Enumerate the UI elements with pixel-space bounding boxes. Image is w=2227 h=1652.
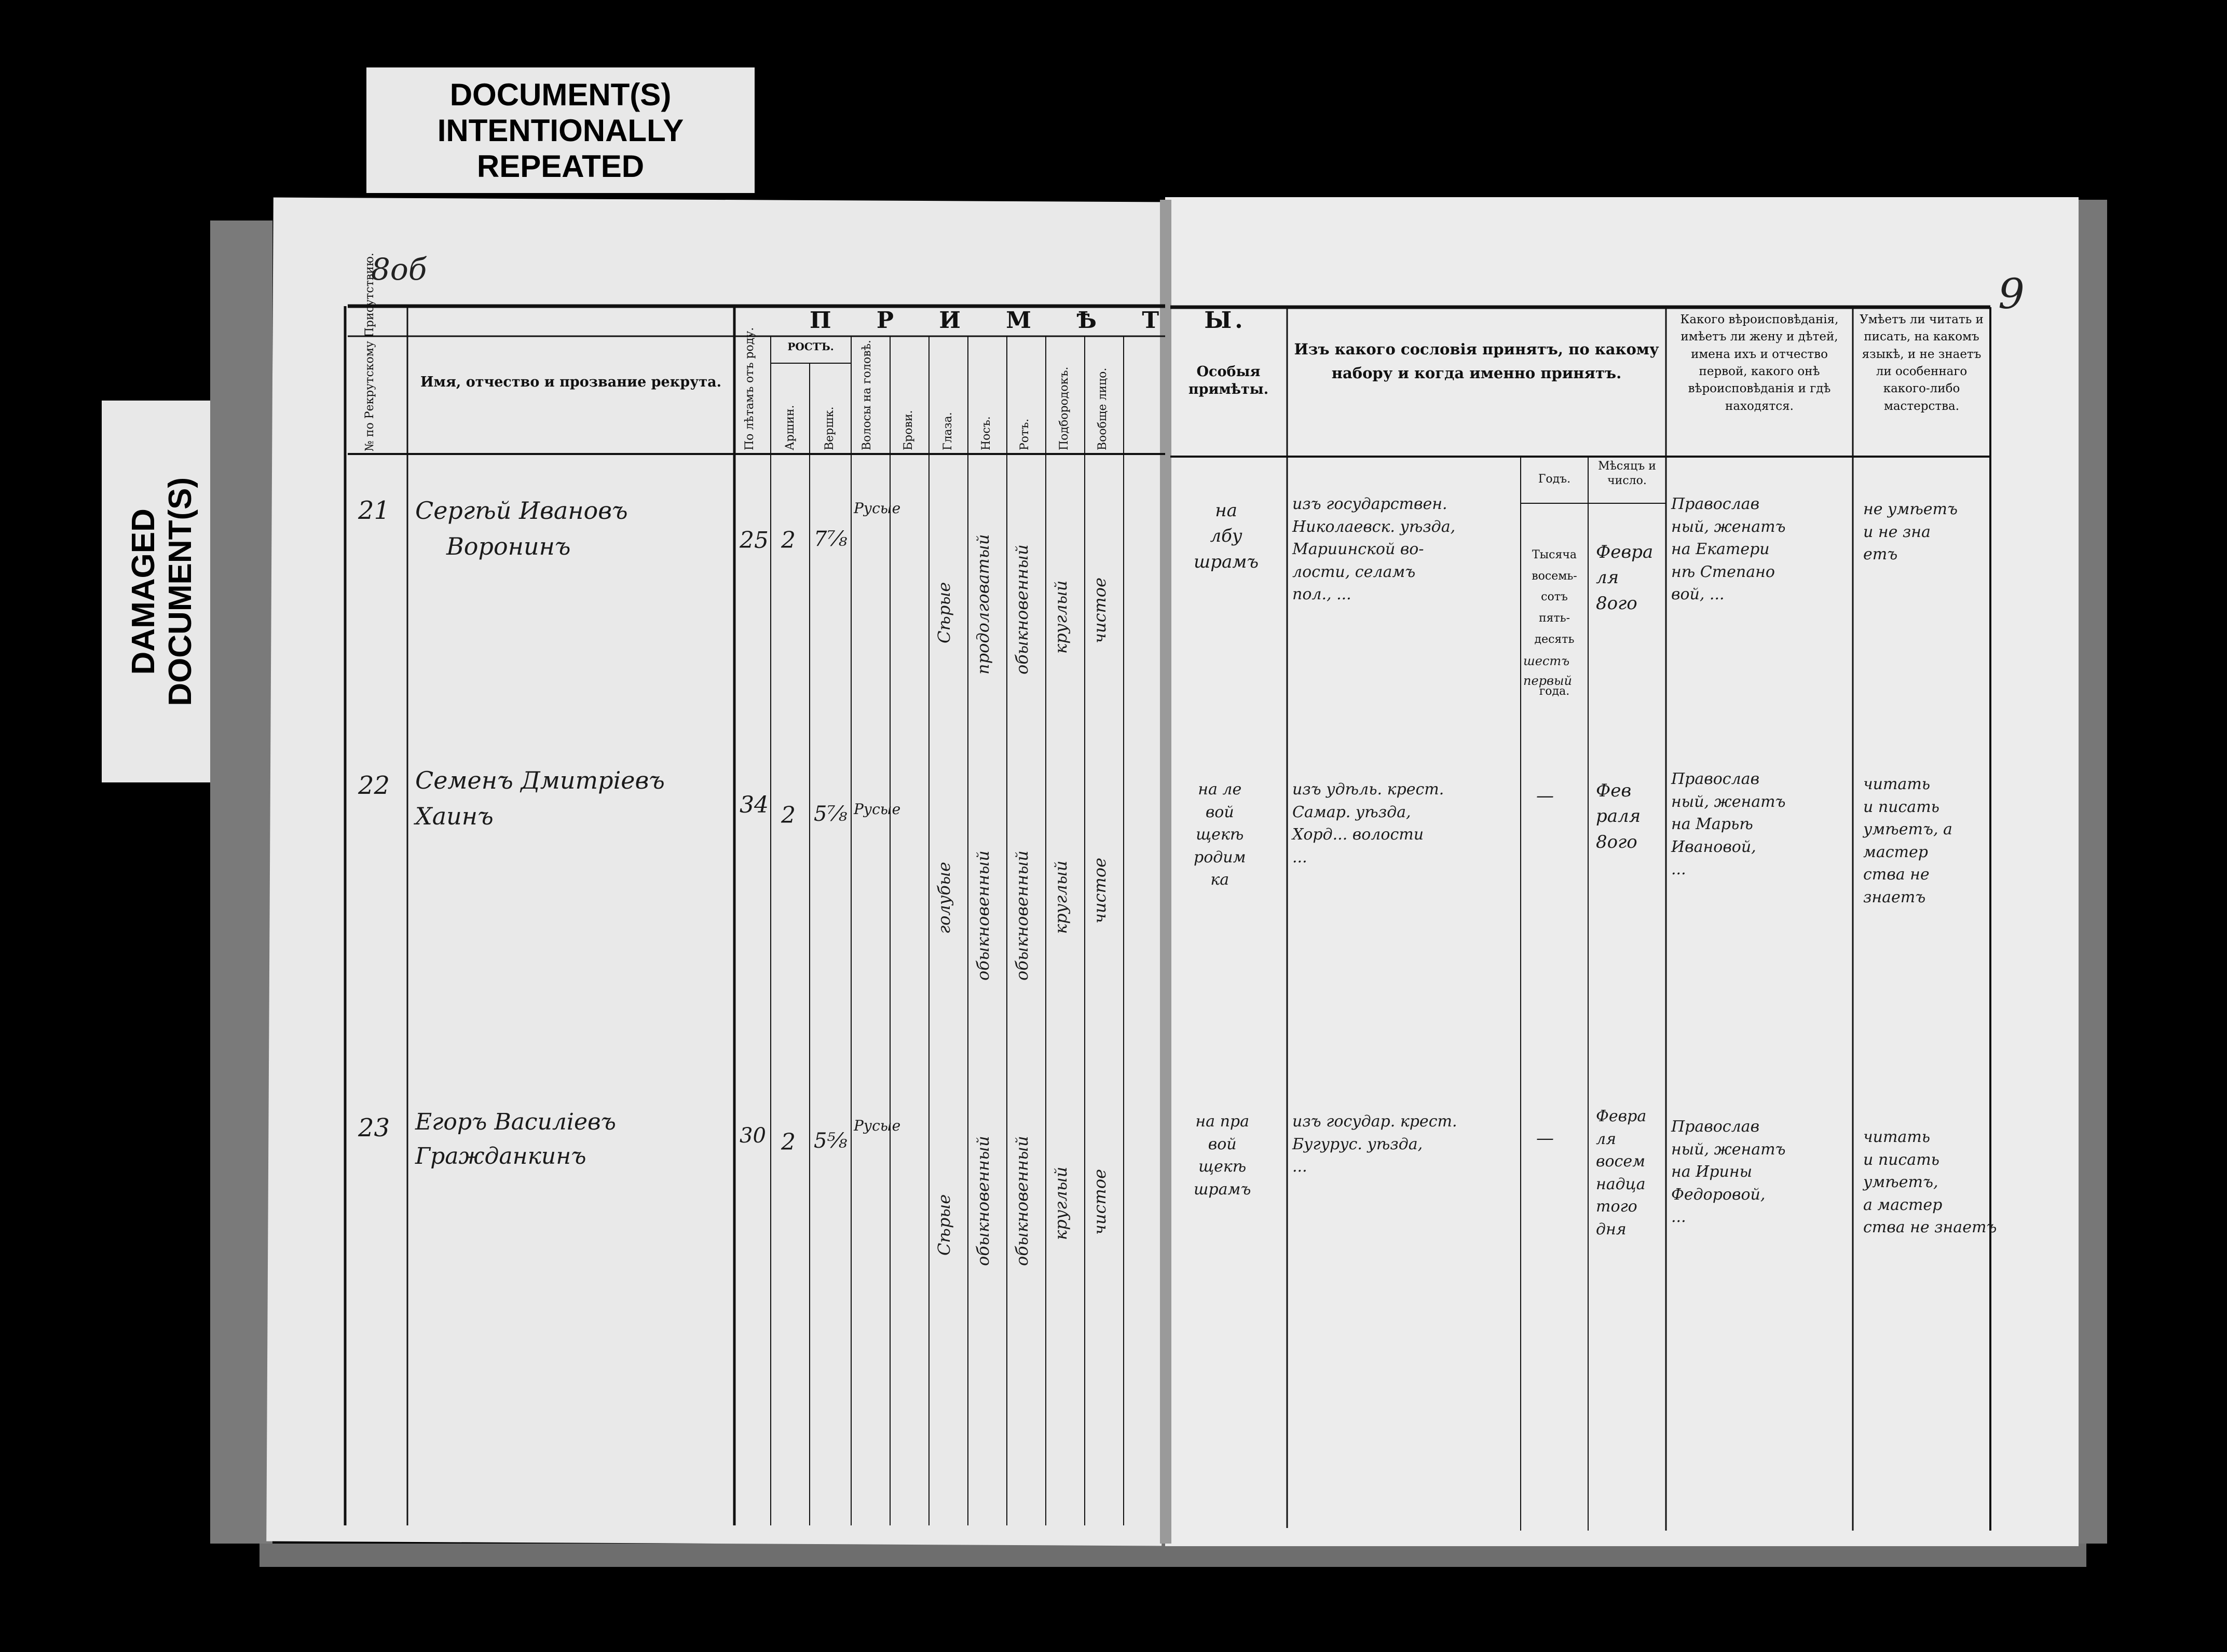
row-23-religion-4: Федоровой, [1671,1185,1766,1204]
row-22-estate-2: Самар. уѣзда, [1292,803,1411,821]
row-21-chin: круглый [1051,580,1071,654]
row-23-mouth: обыкновенный [1012,1136,1032,1266]
row-22-religion-5: ... [1671,860,1686,878]
year-word-1: Тысяча [1532,548,1577,561]
row-23-name [415,1105,616,1174]
row-21-month-2: ля [1596,567,1619,588]
row-21-literacy-2: и не зна [1863,522,1931,541]
row-23-literacy-3: умѣетъ, [1863,1173,1938,1191]
row-22-mouth: обыкновенный [1012,850,1032,981]
row-21-estate-1: изъ государствен. [1292,495,1447,513]
primety-header [810,307,1246,334]
row-21-year-extra-2: первый [1523,673,1572,689]
row-23-vershok: 5⅝ [814,1129,848,1153]
row-21-literacy [1863,498,1958,566]
repeated-label-line-3: REPEATED [476,148,645,184]
row-22-literacy-5: ства не [1863,865,1930,884]
row-22-month-1: Фев [1596,780,1632,801]
row-21-religion-1: Православ [1671,495,1760,513]
row-23-month-3: восем [1596,1152,1645,1171]
row-21-eyes: Сѣрые [934,582,954,643]
header-recruit-name: Имя, отчество и прозвание рекрута. [420,374,721,390]
row-22-literacy-6: знаетъ [1863,888,1926,906]
row-23-chin: круглый [1051,1166,1071,1240]
repeated-label-line-2: INTENTIONALLY [437,113,684,148]
row-23-number: 23 [358,1113,390,1142]
row-23-literacy-4: а мастер [1863,1195,1943,1214]
row-23-month-4: надца [1596,1175,1646,1193]
row-21-month-3: 8ого [1596,593,1637,614]
row-22-literacy [1863,773,1952,908]
row-23-religion-3: на Ирины [1671,1163,1753,1181]
row-23-literacy-2: и писать [1863,1150,1939,1169]
right-page-number: 9 [1998,270,2025,318]
row-22-age: 34 [740,792,769,818]
row-23-name-line-2: Гражданкинъ [415,1143,586,1169]
row-21-literacy-3: етъ [1863,545,1898,563]
row-22-special-2: вой [1205,803,1234,821]
row-21-number: 21 [358,496,390,525]
row-22-religion [1671,768,1786,881]
row-23-estate-2: Бугурус. уѣзда, [1292,1135,1423,1153]
row-21-month-1: Февра [1596,542,1654,562]
row-21-special-2: лбу [1210,526,1242,547]
row-22-face: чистое [1090,858,1110,924]
row-22-religion-4: Ивановой, [1671,837,1756,856]
row-22-estate-3: Хорд... волости [1292,825,1424,844]
row-22-month-2: раля [1596,806,1641,827]
header-nose: Носъ. [980,416,993,450]
header-religion: Какого вѣроисповѣданія, имѣетъ ли жену и дѣтей, имена ихъ и отчество первой, какого онѣ вѣроисповѣданія и гдѣ находятся. [1680,313,1839,413]
year-word-4: пять- [1538,612,1570,625]
row-22-hair: Русые [854,801,901,818]
header-eyes: Глаза. [941,412,954,450]
row-22-nose: обыкновенный [973,850,993,981]
row-22-special-1: на ле [1198,780,1242,799]
row-22-special-marks [1194,778,1246,891]
row-22-number: 22 [358,771,390,800]
row-22-estate [1292,778,1444,869]
row-21-special-3: шрамъ [1194,551,1259,572]
primety-letter-6: Т [1142,307,1163,334]
row-21-hair: Русые [854,500,901,517]
year-word-5: десять [1534,632,1575,646]
header-month-day: Мѣсяцъ и число. [1598,460,1656,487]
row-23-month-1: Февра [1596,1107,1647,1125]
row-22-estate-4: ... [1292,848,1307,866]
row-22-literacy-4: мастер [1863,843,1928,861]
row-23-month-2: ля [1596,1130,1616,1148]
row-21-nose: продолговатый [973,534,993,674]
header-year: Годъ. [1538,473,1571,486]
row-23-age: 30 [740,1124,766,1148]
primety-letter-2: Р [876,307,897,334]
primety-letter-1: П [810,307,835,334]
header-special-marks: Особыя примѣты. [1188,364,1269,397]
header-estate: Изъ какого сословія принятъ, по какому набору и когда именно принятъ. [1294,340,1659,382]
row-21-name-line-2: Воронинъ [446,532,571,560]
row-22-religion-1: Православ [1671,770,1760,788]
row-23-hair: Русые [854,1117,901,1134]
row-21-estate-3: Мариинской во- [1292,540,1424,558]
row-21-special-marks [1194,498,1259,575]
header-vershok: Вершк. [823,406,836,450]
row-23-religion-2: ный, женатъ [1671,1140,1786,1159]
row-22-name-line-1: Семенъ Дмитріевъ [415,766,665,794]
row-21-estate-2: Николаевск. уѣзда, [1292,517,1456,536]
row-23-name-line-1: Егоръ Василіевъ [415,1109,616,1135]
row-23-religion-1: Православ [1671,1118,1760,1136]
row-21-religion [1671,493,1786,606]
row-23-year-dash: — [1536,1128,1554,1149]
row-21-religion-2: ный, женатъ [1671,517,1786,536]
row-23-estate [1292,1110,1457,1178]
row-23-special-2: вой [1208,1135,1237,1153]
row-22-eyes: голубые [934,862,954,934]
row-23-month-5: того [1596,1197,1637,1216]
header-mouth: Ротъ. [1018,418,1031,450]
repeated-label-line-1: DOCUMENT(S) [449,77,672,112]
header-recruit-number: № по Рекрутскому Присутствию. [363,253,376,451]
damaged-label-line-2: DOCUMENT(S) [162,477,198,706]
header-height-group: РОСТЪ. [787,340,834,353]
row-23-eyes: Сѣрые [934,1194,954,1256]
row-22-estate-1: изъ удѣль. крест. [1292,780,1444,799]
row-23-literacy-1: читать [1863,1128,1931,1146]
row-22-name-line-2: Хаинъ [415,802,494,830]
primety-letter-4: М [1006,307,1034,334]
row-22-religion-3: на Марьѣ [1671,815,1753,833]
header-brows: Брови. [902,410,915,450]
header-age: По лѣтамъ отъ роду. [743,327,756,450]
row-23-estate-1: изъ государ. крест. [1292,1112,1457,1131]
header-chin: Подбородокъ. [1058,366,1071,450]
row-22-literacy-3: умѣетъ, а [1863,820,1952,838]
row-21-name [415,493,628,565]
row-23-month [1596,1105,1646,1241]
left-page-number: 8об [371,252,427,287]
row-21-name-line-1: Сергѣй Ивановъ [415,497,628,525]
row-21-religion-3: на Екатери [1671,540,1770,558]
row-21-estate-4: лости, селамъ [1292,562,1416,581]
row-22-name [415,763,665,834]
row-22-literacy-2: и писать [1863,797,1939,816]
row-21-mouth: обыкновенный [1012,544,1032,674]
row-23-arshin: 2 [781,1129,796,1155]
row-23-special-marks [1194,1110,1251,1201]
row-22-month [1596,778,1641,855]
row-23-religion [1671,1116,1786,1229]
row-22-special-4: родим [1194,848,1246,866]
row-21-religion-4: нѣ Степано [1671,562,1775,581]
header-literacy: Умѣетъ ли читать и писать, на какомъ языкѣ, и не знаетъ ли особеннаго какого-либо мастерства. [1860,313,1984,413]
year-word-2: восемь- [1532,569,1577,583]
row-22-chin: круглый [1051,860,1071,934]
row-21-age: 25 [740,527,769,554]
row-21-estate [1292,493,1455,606]
year-word-7: года. [1539,685,1570,698]
header-face: Вообще лицо. [1096,367,1109,450]
year-word-3: сотъ [1541,590,1568,604]
row-22-arshin: 2 [781,802,796,829]
row-23-religion-5: ... [1671,1208,1686,1226]
row-22-special-5: ка [1210,871,1229,889]
primety-letter-7: Ы. [1204,307,1246,334]
row-22-literacy-1: читать [1863,775,1931,793]
row-22-vershok: 5⅞ [814,802,848,826]
row-21-estate-5: пол., ... [1292,585,1351,603]
row-23-month-6: дня [1596,1220,1627,1238]
header-arshin: Аршин. [784,405,797,450]
damaged-label-line-1: DAMAGED [125,508,161,675]
row-23-special-3: щекѣ [1198,1158,1247,1176]
header-hair: Волосы на головѣ. [860,340,873,450]
row-23-literacy [1863,1126,1997,1239]
row-23-face: чистое [1090,1169,1110,1235]
row-23-special-4: шрамъ [1194,1180,1251,1199]
row-21-month [1596,540,1653,616]
row-22-year-dash: — [1536,786,1554,806]
row-21-year-extra [1523,615,1572,691]
primety-letter-3: И [939,307,964,334]
row-21-religion-5: вой, ... [1671,585,1725,603]
row-22-special-3: щекѣ [1196,825,1244,844]
row-21-face: чистое [1090,577,1110,643]
row-22-month-3: 8ого [1596,831,1637,852]
row-22-religion-2: ный, женатъ [1671,792,1786,811]
primety-letter-5: Ѣ [1076,307,1100,334]
row-23-literacy-5: ства не знаетъ [1863,1218,1997,1236]
row-21-vershok: 7⅞ [814,527,848,551]
row-23-nose: обыкновенный [973,1136,993,1266]
row-21-year-extra-1: шестъ [1523,654,1570,668]
row-21-arshin: 2 [781,527,796,554]
row-23-special-1: на пра [1195,1112,1249,1131]
row-21-literacy-1: не умѣетъ [1863,500,1958,518]
row-21-special-1: на [1215,500,1237,521]
row-23-estate-3: ... [1292,1158,1307,1176]
